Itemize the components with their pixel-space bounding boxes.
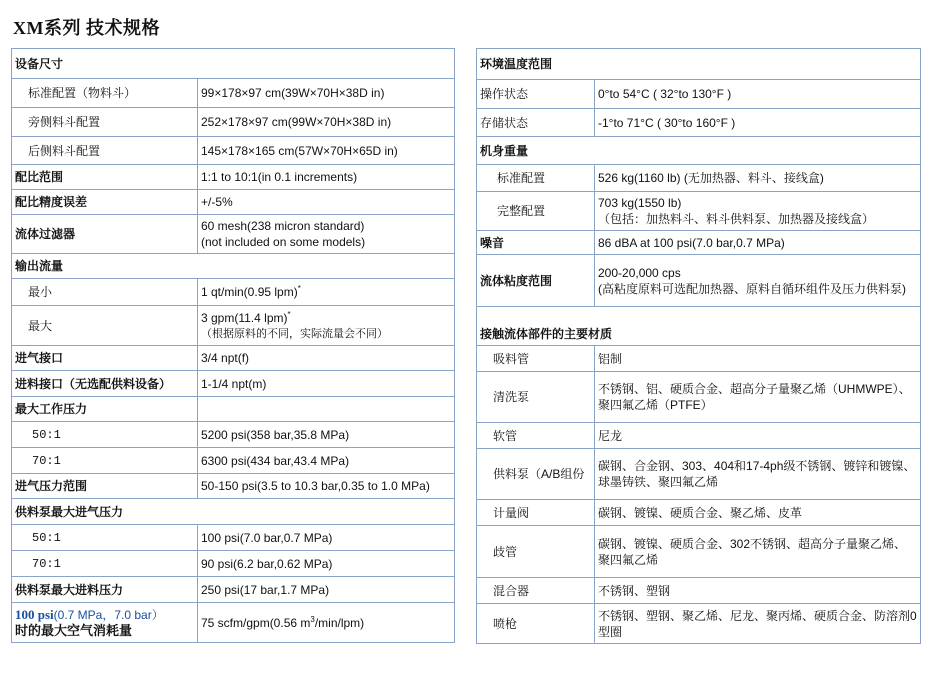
flow-min-value (198, 279, 455, 306)
air-consumption-units: (0.7 MPa，7.0 bar） (53, 607, 164, 622)
table-row (477, 604, 921, 644)
table-row (477, 449, 921, 500)
table-row (477, 578, 921, 604)
superscript: 3 (310, 614, 315, 624)
temp-operating-label: 操作状态 (477, 80, 595, 109)
temp-storage-label: 存储状态 (477, 109, 595, 137)
table-row (477, 165, 921, 192)
feed-inlet-label: 进料接口（无选配供料设备） (12, 371, 198, 397)
row-label: 后侧料斗配置 (12, 137, 198, 165)
table-row (12, 499, 455, 525)
table-row (477, 192, 921, 231)
row-label: 旁侧料斗配置 (12, 108, 198, 137)
table-row (12, 371, 455, 397)
viscosity-line: 200-20,000 cps (598, 265, 681, 280)
row-label: 计量阀 (477, 500, 595, 526)
row-value: 不锈钢、塑钢 (595, 578, 921, 604)
table-row (12, 577, 455, 603)
ratio-label: 配比范围 (12, 165, 198, 190)
row-value: 尼龙 (595, 423, 921, 449)
feed-max-label: 供料泵最大进料压力 (12, 577, 198, 603)
row-value: 不锈钢、铝、硬质合金、超高分子量聚乙烯（UHMWPE）、聚四氟乙烯（PTFE） (595, 372, 921, 423)
viscosity-line: (高粘度原料可选配加热器、原料自循环组件及压力供料泵) (598, 281, 906, 296)
row-label: 混合器 (477, 578, 595, 604)
row-label: 70:1 (12, 551, 198, 577)
air-range-value: 50-150 psi(3.5 to 10.3 bar,0.35 to 1.0 MPa) (198, 474, 455, 499)
materials-header: 接触流体部件的主要材质 (477, 307, 921, 346)
weight-header: 机身重量 (477, 137, 921, 165)
table-row (12, 474, 455, 499)
ratio-value: 1:1 to 10:1(in 0.1 increments) (198, 165, 455, 190)
table-row (12, 279, 455, 306)
air-consumption-text-end: /min/lpm) (314, 615, 365, 630)
table-row (12, 525, 455, 551)
page-title: XM系列 技术规格 (13, 18, 160, 38)
feed-max-value: 250 psi(17 bar,1.7 MPa) (198, 577, 455, 603)
temp-header: 环境温度范围 (477, 49, 921, 80)
filter-value-line: 60 mesh(238 micron standard) (201, 219, 365, 233)
row-value: 145×178×165 cm(57W×70H×65D in) (198, 137, 455, 165)
weight-std-label: 标准配置 (477, 165, 595, 192)
row-label: 标准配置（物料斗） (12, 79, 198, 108)
weight-full-value (595, 192, 921, 231)
table-row (477, 526, 921, 578)
noise-label: 噪音 (477, 231, 595, 255)
feed-inlet-value: 1-1/4 npt(m) (198, 371, 455, 397)
table-row (12, 254, 455, 279)
row-label: 吸料管 (477, 346, 595, 372)
table-row (12, 137, 455, 165)
table-row (12, 422, 455, 448)
dims-header: 设备尺寸 (12, 49, 455, 79)
table-row (477, 80, 921, 109)
row-value: 碳钢、镀镍、硬质合金、302不锈钢、超高分子量聚乙烯、聚四氟乙烯 (595, 526, 921, 578)
table-row (477, 137, 921, 165)
spec-table-right (476, 48, 921, 644)
table-row (12, 551, 455, 577)
table-row (12, 306, 455, 346)
filter-value-line: (not included on some models) (201, 235, 366, 249)
weight-full-line: （包括：加热料斗、料斗供料泵、加热器及接线盒） (598, 212, 875, 226)
weight-full-line: 703 kg(1550 lb) (598, 196, 682, 210)
accuracy-label: 配比精度误差 (12, 190, 198, 215)
temp-operating-value: 0°to 54°C ( 32°to 130°F ) (595, 80, 921, 109)
row-value: 100 psi(7.0 bar,0.7 MPa) (198, 525, 455, 551)
table-row (477, 423, 921, 449)
table-row (12, 346, 455, 371)
row-label: 软管 (477, 423, 595, 449)
row-label: 喷枪 (477, 604, 595, 644)
table-row (12, 79, 455, 108)
filter-value (198, 215, 455, 254)
row-value: 5200 psi(358 bar,35.8 MPa) (198, 422, 455, 448)
row-value: 252×178×97 cm(99W×70H×38D in) (198, 108, 455, 137)
row-value: 铝制 (595, 346, 921, 372)
table-row (477, 500, 921, 526)
flow-max-label: 最大 (12, 306, 198, 346)
row-value: 碳钢、镀镍、硬质合金、聚乙烯、皮革 (595, 500, 921, 526)
table-row (12, 215, 455, 254)
table-row (12, 165, 455, 190)
table-row (477, 255, 921, 307)
flow-max-text: 3 gpm(11.4 lpm) (201, 310, 288, 325)
table-row (477, 372, 921, 423)
max-pressure-header: 最大工作压力 (12, 397, 198, 422)
row-label: 歧管 (477, 526, 595, 578)
flow-max-note: （根据原料的不同，实际流量会不同） (201, 327, 388, 340)
row-value: 90 psi(6.2 bar,0.62 MPa) (198, 551, 455, 577)
noise-value: 86 dBA at 100 psi(7.0 bar,0.7 MPa) (595, 231, 921, 255)
air-consumption-text: 75 scfm/gpm(0.56 m (201, 615, 311, 630)
accuracy-value: +/-5% (198, 190, 455, 215)
row-label: 清洗泵 (477, 372, 595, 423)
row-label: 50:1 (12, 525, 198, 551)
table-row (12, 448, 455, 474)
table-row (12, 603, 455, 643)
weight-full-label: 完整配置 (477, 192, 595, 231)
flow-header: 输出流量 (12, 254, 455, 279)
viscosity-label: 流体粘度范围 (477, 255, 595, 307)
air-inlet-label: 进气接口 (12, 346, 198, 371)
row-value: 碳钢、合金钢、303、404和17-4ph级不锈钢、镀锌和镀镍、球墨铸铁、聚四氟乙烯 (595, 449, 921, 500)
feed-air-header: 供料泵最大进气压力 (12, 499, 455, 525)
row-label: 50:1 (12, 422, 198, 448)
air-consumption-caption: 时的最大空气消耗量 (15, 622, 133, 638)
table-row (12, 108, 455, 137)
air-range-label: 进气压力范围 (12, 474, 198, 499)
flow-min-text: 1 qt/min(0.95 lpm) (201, 285, 298, 299)
table-row (12, 190, 455, 215)
air-consumption-psi: 100 psi (15, 606, 54, 622)
viscosity-value (595, 255, 921, 307)
flow-min-label: 最小 (12, 279, 198, 306)
table-row (12, 397, 455, 422)
table-row (477, 231, 921, 255)
air-consumption-label (12, 603, 198, 643)
table-row (477, 109, 921, 137)
table-row (12, 49, 455, 79)
air-inlet-value: 3/4 npt(f) (198, 346, 455, 371)
temp-storage-value: -1°to 71°C ( 30°to 160°F ) (595, 109, 921, 137)
footnote-mark: * (297, 284, 301, 293)
filter-label: 流体过滤器 (12, 215, 198, 254)
row-label: 供料泵（A/B组份 (477, 449, 595, 500)
empty-cell (198, 397, 455, 422)
row-label: 70:1 (12, 448, 198, 474)
spec-table-left (11, 48, 455, 643)
weight-std-value: 526 kg(1160 lb) (无加热器、料斗、接线盒) (595, 165, 921, 192)
footnote-mark: * (287, 309, 291, 319)
table-row (477, 49, 921, 80)
air-consumption-value (198, 603, 455, 643)
table-row (477, 346, 921, 372)
flow-max-value (198, 306, 455, 346)
table-row (477, 307, 921, 346)
row-value: 99×178×97 cm(39W×70H×38D in) (198, 79, 455, 108)
row-value: 不锈钢、塑钢、聚乙烯、尼龙、聚丙烯、硬质合金、防溶剂0型圈 (595, 604, 921, 644)
row-value: 6300 psi(434 bar,43.4 MPa) (198, 448, 455, 474)
